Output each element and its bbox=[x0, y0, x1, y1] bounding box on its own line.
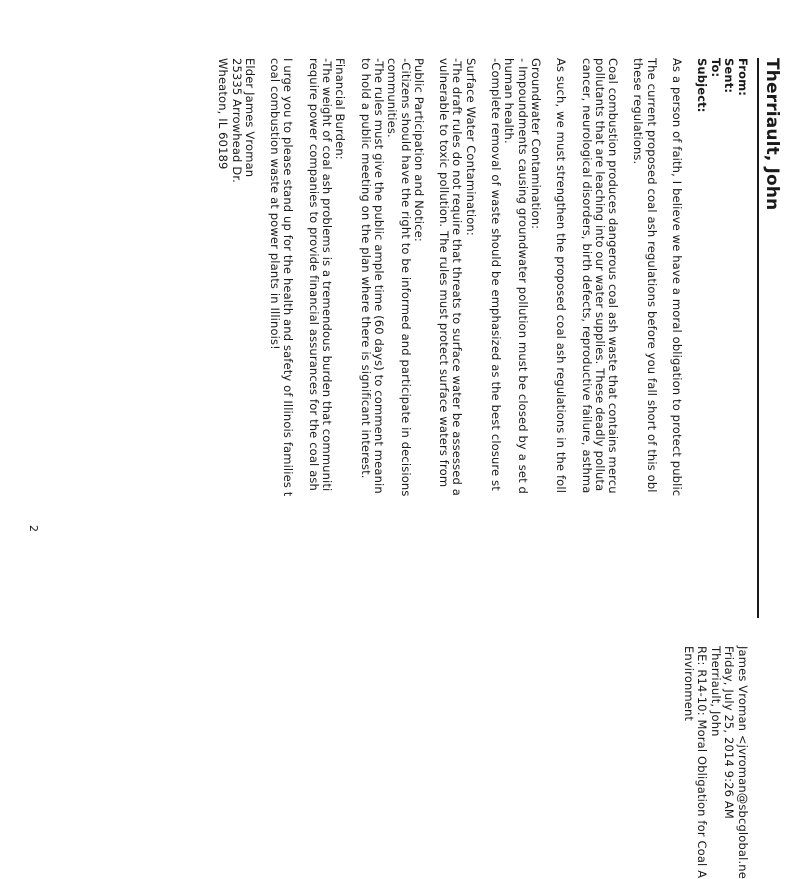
header-row-subject bbox=[695, 58, 710, 879]
header-label: Subject: bbox=[695, 58, 710, 113]
text-line: vulnerable to toxic pollution. The rules must protect surface waters from bbox=[437, 58, 452, 488]
signature-block bbox=[216, 58, 256, 618]
paragraph-gap bbox=[619, 58, 631, 618]
text-line: these regulations. bbox=[631, 58, 646, 165]
paragraph-gap bbox=[477, 58, 489, 618]
paragraph bbox=[268, 58, 295, 618]
text-line: Public Participation and Notice: bbox=[411, 58, 426, 242]
text-line: Elder James Vroman bbox=[242, 58, 257, 178]
text-line: -Complete removal of waste should be emphasized as the best closure st bbox=[489, 58, 504, 491]
paragraph-gap bbox=[567, 58, 579, 618]
text-line: cancer, neurological disorders, birth defects, reproductive failure, asthma bbox=[579, 58, 594, 494]
paragraph-gap bbox=[256, 58, 268, 618]
paragraph bbox=[631, 58, 658, 618]
text-line: pollutants that are leaching into our water supplies. These deadly polluta bbox=[592, 58, 607, 492]
text-line: - Impoundments causing groundwater pollution must be closed by a set d bbox=[515, 58, 530, 494]
paragraph bbox=[358, 58, 424, 618]
header-value: Environment bbox=[682, 646, 696, 722]
header-label: From: bbox=[736, 58, 750, 97]
paragraph-gap bbox=[542, 58, 554, 618]
text-line: 25335 Arrowhead Dr. bbox=[229, 58, 244, 183]
header-value: RE: R14-10: Moral Obligation for Coal A bbox=[695, 646, 710, 879]
text-line: require power companies to provide financial assurances for the coal ash bbox=[306, 58, 321, 491]
text-line: communities. bbox=[385, 58, 400, 138]
text-line: As such, we must strengthen the proposed coal ash regulations in the foll bbox=[554, 58, 569, 494]
paragraph-gap bbox=[346, 58, 358, 618]
text-line: The current proposed coal ash regulations before you fall short of this obl bbox=[644, 58, 659, 493]
page-number: 2 bbox=[27, 525, 40, 533]
header-value: Friday, July 25, 2014 9:26 AM bbox=[722, 646, 737, 819]
text-line: I urge you to please stand up for the health and safety of Illinois families t bbox=[281, 58, 296, 497]
text-line: Wheaton, IL 60189 bbox=[216, 58, 231, 170]
paragraph bbox=[554, 58, 567, 618]
email-header bbox=[682, 58, 750, 879]
paragraph-gap bbox=[658, 58, 670, 618]
paragraph-gap bbox=[294, 58, 306, 618]
text-line: -The rules must give the public ample time (60 days) to comment meanin bbox=[371, 58, 386, 494]
header-value: Therriault, John bbox=[709, 646, 723, 737]
document-title: Therriault, John bbox=[757, 58, 782, 618]
paragraph bbox=[670, 58, 683, 618]
text-line: Groundwater Contamination: bbox=[528, 58, 543, 230]
header-row-from bbox=[736, 58, 750, 879]
header-row-to bbox=[709, 58, 723, 737]
text-line: human health. bbox=[502, 58, 517, 144]
text-line: Surface Water Contamination: bbox=[463, 58, 478, 236]
header-row-sent bbox=[722, 58, 737, 819]
header-label: To: bbox=[709, 58, 723, 78]
text-line: As a person of faith, I believe we have a moral obligation to protect public bbox=[670, 58, 684, 497]
text-line: -The weight of coal ash problems is a tremendous burden that communiti bbox=[320, 58, 335, 492]
text-line: -The draft rules do not require that threats to surface water be assessed a bbox=[450, 58, 465, 496]
header-value: James Vroman <jvroman@sbcglobal.ne bbox=[736, 646, 750, 879]
paragraph-gap bbox=[425, 58, 437, 618]
paragraph bbox=[489, 58, 542, 618]
paragraph bbox=[437, 58, 477, 618]
text-line: -Citizens should have the right to be informed and participate in decisions bbox=[398, 58, 413, 497]
text-line: to hold a public meeting on the plan where there is significant interest. bbox=[358, 58, 373, 479]
paragraph-gap bbox=[683, 58, 695, 618]
header-label: Sent: bbox=[722, 58, 737, 94]
text-line: coal combustion waste at power plants in Illinois! bbox=[268, 58, 283, 350]
paragraph bbox=[579, 58, 619, 618]
email-body bbox=[216, 58, 695, 618]
text-line: Financial Burden: bbox=[333, 58, 348, 160]
paragraph bbox=[306, 58, 346, 618]
text-line: Coal combustion produces dangerous coal ash waste that contains mercu bbox=[606, 58, 621, 494]
email-document bbox=[216, 58, 782, 879]
